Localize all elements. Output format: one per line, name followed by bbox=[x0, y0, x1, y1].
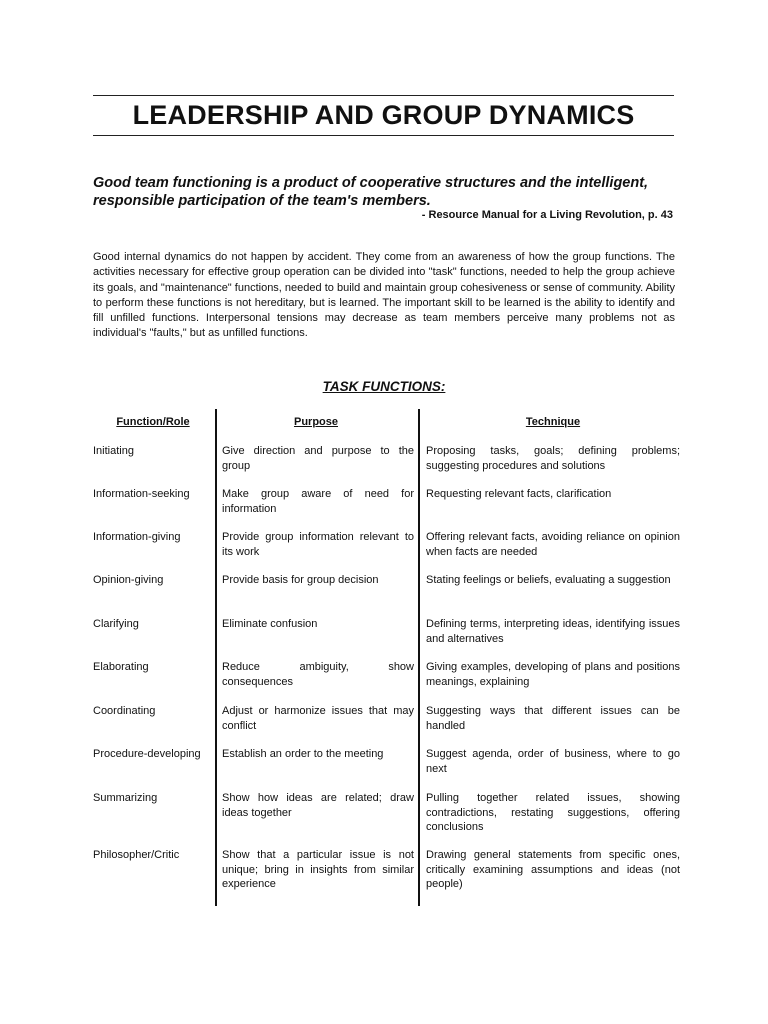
table-cell-purpose: Provide group information relevant to its work bbox=[222, 531, 414, 558]
header-function-role: Function/Role bbox=[116, 416, 190, 428]
table-cell-function: Clarifying bbox=[93, 618, 139, 630]
table-cell-function: Elaborating bbox=[93, 661, 149, 673]
table-cell-technique: Pulling together related issues, showing contradictions, restating suggestions, offering conclusions bbox=[426, 792, 680, 833]
header-technique: Technique bbox=[525, 416, 581, 428]
table-cell-function: Information-giving bbox=[93, 531, 181, 543]
epigraph-source: - Resource Manual for a Living Revolution, p. 43 bbox=[421, 209, 673, 221]
table-cell-technique: Proposing tasks, goals; defining problems; suggesting procedures and solutions bbox=[426, 445, 680, 472]
table-cell-function: Philosopher/Critic bbox=[93, 849, 180, 861]
table-cell-technique: Stating feelings or beliefs, evaluating a suggestion bbox=[426, 574, 671, 586]
table-cell-purpose: Show that a particular issue is not unique; bring in insights from similar experience bbox=[222, 849, 414, 890]
table-cell-purpose: Make group aware of need for information bbox=[222, 488, 414, 515]
header-purpose: Purpose bbox=[293, 416, 338, 428]
title-block bbox=[93, 95, 674, 136]
table-cell-purpose: Establish an order to the meeting bbox=[222, 748, 384, 760]
table-cell-technique: Suggesting ways that different issues can be handled bbox=[426, 705, 680, 732]
table-cell-technique: Drawing general statements from specific ones, critically examining assumptions and ideas (not people) bbox=[426, 849, 680, 890]
table-cell-function: Coordinating bbox=[93, 705, 156, 717]
table-cell-function: Information-seeking bbox=[93, 488, 190, 500]
table-cell-function: Procedure-developing bbox=[93, 748, 201, 760]
table-cell-technique: Giving examples, developing of plans and positions meanings, explaining bbox=[426, 661, 680, 688]
epigraph-quote: Good team functioning is a product of cooperative structures and the intelligent, responsible participation of the team's members. bbox=[93, 175, 649, 209]
column-divider bbox=[418, 409, 420, 906]
table-cell-function: Summarizing bbox=[93, 792, 158, 804]
table-cell-purpose: Reduce ambiguity, show consequences bbox=[222, 661, 414, 688]
table-cell-technique: Offering relevant facts, avoiding reliance on opinion when facts are needed bbox=[426, 531, 680, 558]
table-cell-technique: Defining terms, interpreting ideas, identifying issues and alternatives bbox=[426, 618, 680, 645]
table-cell-purpose: Adjust or harmonize issues that may conflict bbox=[222, 705, 414, 732]
task-functions-table bbox=[93, 409, 683, 906]
table-cell-purpose: Give direction and purpose to the group bbox=[222, 445, 414, 472]
table-cell-purpose: Show how ideas are related; draw ideas together bbox=[222, 792, 414, 819]
section-heading: TASK FUNCTIONS: bbox=[322, 379, 446, 394]
table-cell-function: Initiating bbox=[93, 445, 134, 457]
table-cell-purpose: Provide basis for group decision bbox=[222, 574, 379, 586]
intro-paragraph: Good internal dynamics do not happen by accident. They come from an awareness of how the group functions. The activities necessary for effective group operation can be divided into "task" functions, needed to help the group achieve its goals, and "maintenance" functions, needed to build and maintain group cohesiveness or sense of community. Ability to perform these functions is not hereditary, but is learned. The important skill to be learned is the ability to identify and fill unfilled functions. Interpersonal tensions may decrease as team members perceive many problems not as individual's "faults," but as unfilled functions. bbox=[93, 251, 675, 340]
table-cell-purpose: Eliminate confusion bbox=[222, 618, 318, 630]
table-cell-technique: Requesting relevant facts, clarification bbox=[426, 488, 612, 500]
table-cell-function: Opinion-giving bbox=[93, 574, 164, 586]
page-title: LEADERSHIP AND GROUP DYNAMICS bbox=[132, 100, 635, 130]
table-cell-technique: Suggest agenda, order of business, where to go next bbox=[426, 748, 680, 775]
column-divider bbox=[215, 409, 217, 906]
